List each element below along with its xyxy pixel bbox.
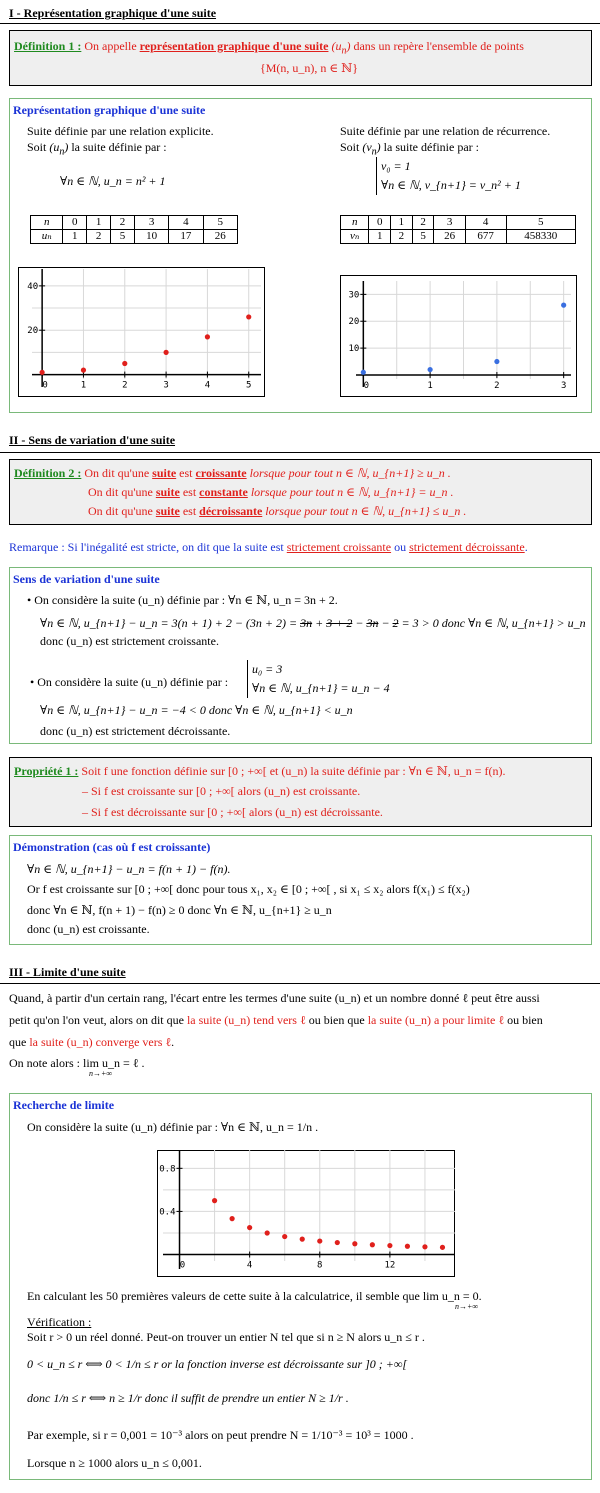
section-title-3: III - Limite d'une suite — [9, 965, 126, 979]
cell: 1 — [87, 216, 111, 230]
limit-paragraph-line: Quand, à partir d'un certain rang, l'écart entre les termes d'une suite (u_n) et un nombre donné ℓ peut être aussi — [9, 991, 540, 1005]
cell: 5 — [111, 230, 135, 244]
limit-notation: On note alors : lim u_n = ℓ . n→+∞ — [9, 1056, 145, 1078]
cell: 4 — [169, 216, 203, 230]
data-point — [265, 1230, 270, 1235]
x-tick-label: 4 — [204, 380, 211, 391]
chart-frame — [341, 276, 577, 397]
data-point — [122, 361, 127, 366]
left-line-2: Soit $(u_n)$ la suite définie par : — [27, 140, 167, 158]
data-point — [300, 1237, 305, 1242]
table-header-row — [341, 216, 576, 230]
cell: 2 — [412, 216, 434, 230]
example-line: • On considère la suite (u_n) définie par : — [30, 675, 229, 689]
remark: Remarque : Si l'inégalité est stricte, on dit que la suite est strictement croissante ou strictement décroissante. — [9, 540, 528, 554]
data-point — [361, 370, 366, 375]
x-tick-label: 1 — [427, 380, 433, 391]
data-point — [335, 1240, 340, 1245]
data-point — [428, 367, 433, 372]
cell: 1 — [369, 230, 391, 244]
chart-limit — [157, 1150, 455, 1277]
table-u — [30, 215, 238, 244]
table-v — [340, 215, 576, 244]
y-tick-label: 40 — [27, 281, 39, 292]
data-point — [422, 1244, 427, 1249]
x-tick-label: 12 — [384, 1260, 396, 1271]
limit-line: Par exemple, si r = 0,001 = 10⁻³ alors on peut prendre N = 1/10⁻³ = 10³ = 1000 . — [27, 1428, 414, 1442]
cell: 4 — [465, 216, 506, 230]
cell: 0 — [63, 216, 87, 230]
x-tick-label: 4 — [246, 1260, 253, 1271]
divider — [0, 23, 600, 24]
limit-line: On considère la suite (u_n) définie par : ∀n ∈ ℕ, u_n = 1/n . — [27, 1120, 319, 1134]
data-point — [561, 303, 566, 308]
definition-set: {M(n, u_n), n ∈ ℕ} — [260, 61, 359, 75]
cell: n — [31, 216, 63, 230]
example-computation: ∀n ∈ ℕ, u_{n+1} − u_n = 3(n + 1) + 2 − (3n + 2) = 3n + 3 + 2 − 3n − 2 = 3 > 0 donc ∀n ∈ ℕ, u_{n+1} > u_n — [40, 616, 586, 630]
cell: 17 — [169, 230, 203, 244]
x-tick-label: 3 — [560, 380, 567, 391]
demonstration-box — [9, 835, 592, 945]
data-point — [246, 314, 251, 319]
section-title-2: II - Sens de variation d'une suite — [9, 433, 176, 447]
data-point — [212, 1198, 217, 1203]
cell: vₙ — [341, 230, 369, 244]
cell: n — [341, 216, 369, 230]
x-tick-label: 0 — [42, 380, 48, 391]
cell: uₙ — [31, 230, 63, 244]
data-point — [387, 1243, 392, 1248]
right-line-1: Suite définie par une relation de récurrence. — [340, 124, 551, 138]
y-tick-label: 0.8 — [159, 1164, 176, 1175]
example-conclusion: donc (u_n) est strictement croissante. — [40, 634, 219, 648]
definition-math: $(u_n)$ — [331, 39, 351, 57]
property-line-1: Propriété 1 : Soit f une fonction définie sur [0 ; +∞[ et (u_n) la suite définie par : ∀n ∈ ℕ, u_n = f(n). — [14, 764, 506, 778]
demo-line: donc ∀n ∈ ℕ, f(n + 1) − f(n) ≥ 0 donc ∀n ∈ ℕ, u_{n+1} ≥ u_n — [27, 903, 332, 917]
right-line-2: Soit $(v_n)$ la suite définie par : — [340, 140, 479, 158]
x-tick-label: 0 — [179, 1260, 186, 1271]
definition-text-end: dans un repère l'ensemble de points — [350, 39, 524, 53]
data-point — [205, 334, 210, 339]
example-conclusion: donc (u_n) est strictement décroissante. — [40, 724, 231, 738]
cell: 0 — [369, 216, 391, 230]
table-row — [341, 230, 576, 244]
definition-2-line-3: On dit qu'une suite est décroissante lorsque pour tout n ∈ ℕ, u_{n+1} ≤ u_n . — [88, 504, 467, 518]
chart-frame — [158, 1151, 455, 1277]
definition-2-line-2: On dit qu'une suite est constante lorsque pour tout n ∈ ℕ, u_{n+1} = u_n . — [88, 485, 454, 499]
x-tick-label: 8 — [317, 1260, 323, 1271]
data-point — [352, 1241, 357, 1246]
x-tick-label: 1 — [80, 380, 87, 391]
property-line-3: – Si f est décroissante sur [0 ; +∞[ alors (u_n) est décroissante. — [82, 805, 383, 819]
box-title: Sens de variation d'une suite — [13, 572, 160, 586]
definition-2-line-1: Définition 2 : On dit qu'une suite est croissante lorsque pour tout n ∈ ℕ, u_{n+1} ≥ u_n . — [14, 466, 451, 480]
cell: 3 — [134, 216, 168, 230]
example-computation: ∀n ∈ ℕ, u_{n+1} − u_n = −4 < 0 donc ∀n ∈ ℕ, u_{n+1} < u_n — [40, 703, 353, 717]
cell: 677 — [465, 230, 506, 244]
limit-line: Soit r > 0 un réel donné. Peut-on trouver un entier N tel que si n ≥ N alors u_n ≤ r . — [27, 1330, 425, 1344]
divider — [0, 452, 600, 453]
data-point — [40, 370, 45, 375]
cell: 26 — [434, 230, 465, 244]
data-point — [282, 1234, 287, 1239]
data-point — [440, 1245, 445, 1250]
property-label: Propriété 1 : — [14, 764, 79, 778]
example-box-variation — [9, 567, 592, 744]
definition-text: On appelle — [84, 39, 140, 53]
box-title: Recherche de limite — [13, 1098, 115, 1112]
y-tick-label: 20 — [348, 317, 360, 328]
cell: 3 — [434, 216, 465, 230]
cell: 26 — [203, 230, 237, 244]
cell: 5 — [203, 216, 237, 230]
limit-line: donc 1/n ≤ r ⟺ n ≥ 1/r donc il suffit de prendre un entier N ≥ 1/r . — [27, 1391, 349, 1405]
example-system: u₀ = 3 ∀n ∈ ℕ, u_{n+1} = u_n − 4 — [247, 660, 390, 698]
section-title-1: I - Représentation graphique d'une suite — [9, 6, 217, 20]
limit-paragraph-line: petit qu'on l'on veut, alors on dit que la suite (u_n) tend vers ℓ ou bien que la suite (u_n) a pour limite ℓ ou bien — [9, 1013, 543, 1027]
cell: 10 — [134, 230, 168, 244]
table-header-row — [31, 216, 238, 230]
y-tick-label: 0.4 — [159, 1207, 176, 1218]
demo-line: donc (u_n) est croissante. — [27, 922, 150, 936]
x-tick-label: 5 — [246, 380, 252, 391]
left-line-1: Suite définie par une relation explicite. — [27, 124, 214, 138]
cell: 1 — [63, 230, 87, 244]
y-tick-label: 20 — [27, 326, 39, 337]
cell: 5 — [412, 230, 434, 244]
definition-label: Définition 2 : — [14, 466, 82, 480]
cell: 458330 — [506, 230, 575, 244]
y-tick-label: 10 — [348, 344, 360, 355]
data-point — [494, 359, 499, 364]
box-title: Représentation graphique d'une suite — [13, 103, 206, 117]
table-row — [31, 230, 238, 244]
data-point — [370, 1242, 375, 1247]
example-line: • On considère la suite (u_n) définie par : ∀n ∈ ℕ, u_n = 3n + 2. — [27, 593, 338, 607]
limit-paragraph-line: que la suite (u_n) converge vers ℓ. — [9, 1035, 175, 1049]
definition-box-2 — [9, 459, 592, 525]
cell: 1 — [391, 216, 413, 230]
definition-box-1 — [9, 30, 592, 86]
definition-1-line — [14, 39, 524, 56]
definition-term: représentation graphique d'une suite — [139, 39, 329, 53]
left-formula: ∀n ∈ ℕ, u_n = n² + 1 — [60, 174, 166, 188]
chart-frame — [19, 268, 265, 397]
x-tick-label: 3 — [163, 380, 169, 391]
limit-line: 0 < u_n ≤ r ⟺ 0 < 1/n ≤ r or la fonction inverse est décroissante sur ]0 ; +∞[ — [27, 1357, 408, 1371]
data-point — [317, 1238, 322, 1243]
y-tick-label: 30 — [348, 290, 360, 301]
chart-v — [340, 275, 577, 397]
cell: 2 — [87, 230, 111, 244]
box-title: Démonstration (cas où f est croissante) — [13, 840, 211, 854]
data-point — [230, 1216, 235, 1221]
x-tick-label: 2 — [122, 380, 128, 391]
data-point — [405, 1244, 410, 1249]
right-system: v₀ = 1 ∀n ∈ ℕ, v_{n+1} = v_n² + 1 — [376, 157, 521, 195]
cell: 2 — [111, 216, 135, 230]
definition-label: Définition 1 : — [14, 39, 82, 53]
cell: 5 — [506, 216, 575, 230]
demo-line: Or f est croissante sur [0 ; +∞[ donc pour tous x₁, x₂ ∈ [0 ; +∞[ , si x₁ ≤ x₂ alors f(x₁) ≤ f(x₂) — [27, 882, 470, 896]
limit-line: Lorsque n ≥ 1000 alors u_n ≤ 0,001. — [27, 1456, 202, 1470]
verification-label: Vérification : — [27, 1315, 92, 1329]
property-box — [9, 757, 592, 827]
divider — [0, 983, 600, 984]
data-point — [247, 1225, 252, 1230]
cell: 2 — [391, 230, 413, 244]
chart-u — [18, 267, 265, 397]
data-point — [81, 368, 86, 373]
demo-line: ∀n ∈ ℕ, u_{n+1} − u_n = f(n + 1) − f(n). — [27, 862, 231, 876]
data-point — [163, 350, 168, 355]
limit-line: En calculant les 50 premières valeurs de cette suite à la calculatrice, il semble que lim u_n = 0. n→+∞ — [27, 1289, 482, 1311]
property-line-2: – Si f est croissante sur [0 ; +∞[ alors (u_n) est croissante. — [82, 784, 361, 798]
x-tick-label: 0 — [363, 380, 370, 391]
x-tick-label: 2 — [494, 380, 500, 391]
